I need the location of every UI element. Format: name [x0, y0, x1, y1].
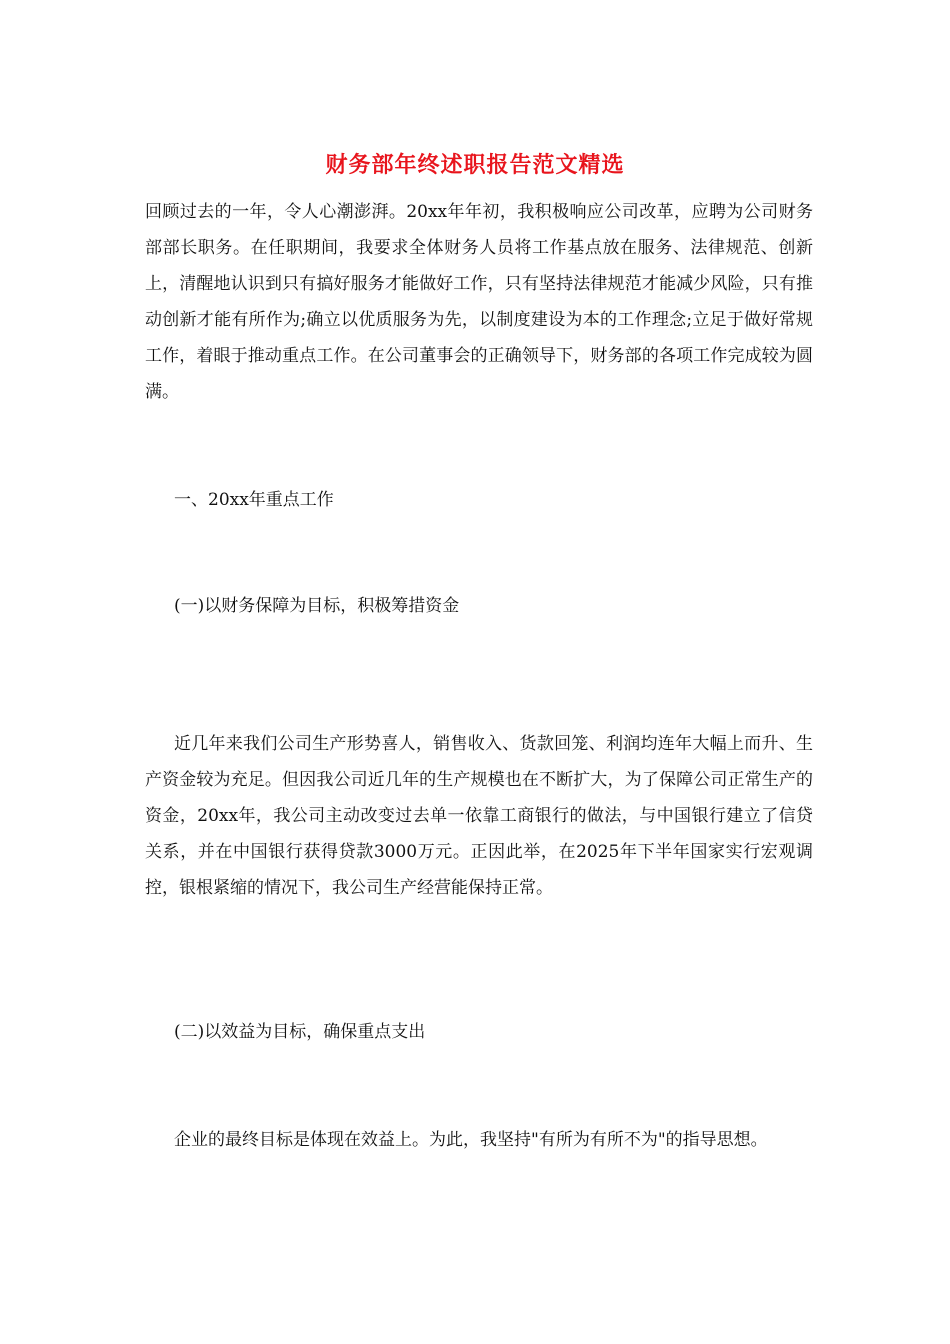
efficiency-paragraph: 企业的最终目标是体现在效益上。为此，我坚持"有所为有所不为"的指导思想。 — [174, 1130, 768, 1150]
document-title: 财务部年终述职报告范文精选 — [325, 152, 625, 178]
subsection-heading-funding: (一)以财务保障为目标，积极筹措资金 — [174, 596, 460, 616]
funding-paragraph: 近几年来我们公司生产形势喜人，销售收入、货款回笼、利润均连年大幅上而升、生产资金较为充足。但因我公司近几年的生产规模也在不断扩大，为了保障公司正常生产的资金，20xx年，我公司主动改变过去单一依靠工商银行的做法，与中国银行建立了信贷关系，并在中国银行获得贷款3000万元。正因此举，在2025年下半年国家实行宏观调控，银根紧缩的情况下，我公司生产经营能保持正常。 — [145, 734, 813, 898]
subsection-heading-efficiency: (二)以效益为目标，确保重点支出 — [174, 1022, 426, 1042]
section-heading-key-work: 一、20xx年重点工作 — [174, 490, 334, 510]
intro-paragraph: 回顾过去的一年，令人心潮澎湃。20xx年年初，我积极响应公司改革，应聘为公司财务部部长职务。在任职期间，我要求全体财务人员将工作基点放在服务、法律规范、创新上，清醒地认识到只有搞好服务才能做好工作，只有坚持法律规范才能减少风险，只有推动创新才能有所作为;确立以优质服务为先，以制度建设为本的工作理念;立足于做好常规工作，着眼于推动重点工作。在公司董事会的正确领导下，财务部的各项工作完成较为圆满。 — [145, 202, 813, 402]
